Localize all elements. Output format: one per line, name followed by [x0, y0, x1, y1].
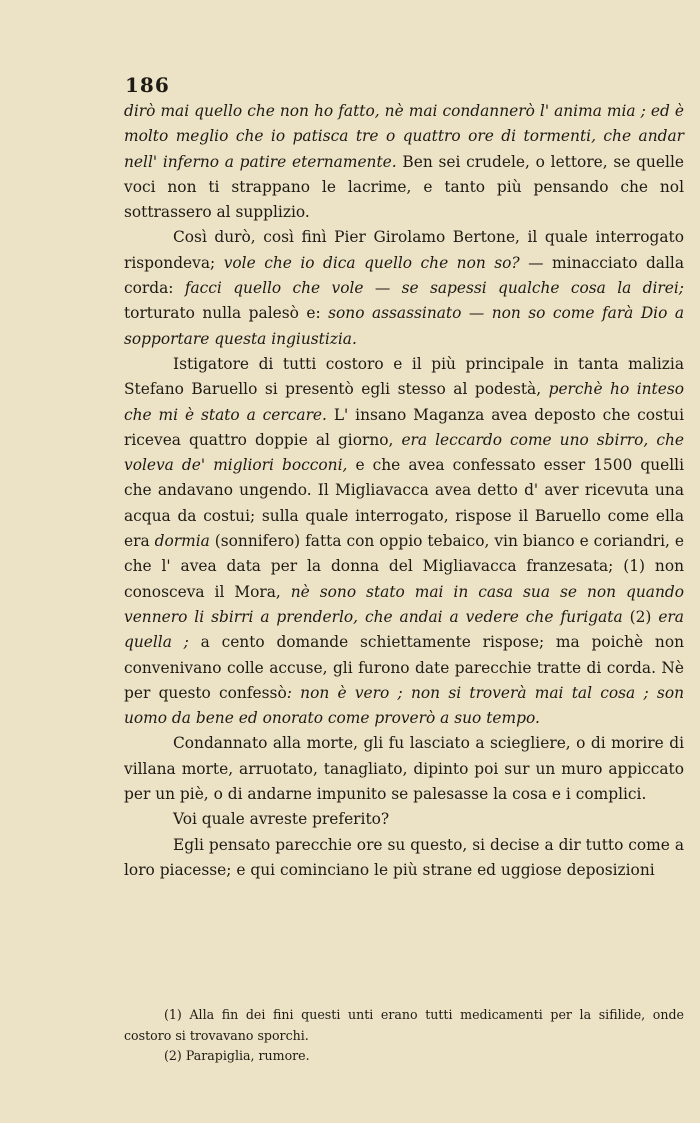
- text-run: — minacciato dalla corda:: [124, 253, 684, 298]
- text-run: Ben sei crudele, o lettore, se quelle voci non ti strappano le lacrime, e tanto più pensando che nol sottrassero al supplizio.: [124, 152, 684, 222]
- italic-run: : non è vero ; non si troverà mai tal cosa ; son uomo da bene ed onorato come proverò a suo tempo.: [124, 683, 684, 728]
- page-number: 186: [125, 73, 170, 97]
- italic-run: nè sono stato mai in casa sua se non quando vennero li sbirri a prenderlo, che andai a vedere che furigata: [124, 582, 684, 626]
- paragraph: [124, 225, 684, 351]
- text-run: Voi quale avreste preferito?: [173, 810, 390, 829]
- footnotes: [124, 1005, 684, 1067]
- footnote: (2) Parapiglia, rumore.: [164, 1048, 310, 1063]
- italic-run: facci quello che vole — se sapessi qualche cosa la direi;: [184, 279, 684, 298]
- paragraph: [124, 731, 684, 807]
- paragraph: [124, 99, 684, 225]
- text-run: e che avea confessato esser 1500 quelli che andavano ungendo. Il Migliavacca avea detto d' aver ricevuta una acqua da costui; sulla quale interrogato, rispose il Baruello come ella era: [124, 456, 684, 551]
- text-run: a cento domande schiettamente rispose; ma poichè non convenivano colle accuse, gli furono date parecchie tratte di corda. Nè per questo confessò: [124, 633, 684, 702]
- paragraph: [124, 807, 684, 832]
- paragraph: [124, 833, 684, 884]
- text-run: torturato nulla palesò e:: [124, 304, 329, 323]
- footnote: (1) Alla fin dei fini questi unti erano tutti medicamenti per la sifilide, onde costoro si trovavano sporchi.: [124, 1007, 684, 1043]
- text-run: Condannato alla morte, gli fu lasciato a sciegliere, o di morire di villana morte, arruotato, tanagliato, dipinto poi sur un muro appiccato per un piè, o di andarne impunito se palesasse la cosa e i complici.: [124, 734, 684, 804]
- text-run: L' insano Maganza avea deposto che costui ricevea quattro doppie al giorno,: [124, 405, 684, 449]
- text-run: Così durò, così finì Pier Girolamo Bertone, il quale interrogato rispondeva;: [124, 228, 684, 272]
- main-text: [124, 99, 684, 883]
- text-run: (2): [622, 607, 659, 626]
- text-run: (sonnifero) fatta con oppio tebaico, vin bianco e coriandri, e che l' avea data per la donna del Migliavacca franzesata; (1) non conosceva il Mora,: [124, 532, 684, 601]
- text-run: Egli pensato parecchie ore su questo, si decise a dir tutto come a loro piacesse; e qui cominciano le più strane ed uggiose deposizioni: [124, 835, 684, 879]
- paragraph: [124, 352, 684, 731]
- text-run: Istigatore di tutti costoro e il più principale in tanta malizia Stefano Baruello si presentò egli stesso al podestà,: [124, 354, 684, 399]
- italic-run: perchè ho inteso che mi è stato a cercare.: [124, 380, 684, 424]
- italic-run: dormia: [154, 532, 210, 551]
- italic-run: dirò mai quello che non ho fatto, nè mai condannerò l' anima mia ; ed è molto meglio che io patisca tre o quattro ore di tormenti, che andar nell' inferno a patire eternamente.: [124, 102, 684, 171]
- italic-run: vole che io dica quello che non so?: [223, 253, 520, 272]
- italic-run: sono assassinato — non so come farà Dio a sopportare questa ingiustizia.: [124, 304, 684, 348]
- italic-run: era leccardo come uno sbirro, che voleva de' migliori bocconi,: [124, 430, 684, 475]
- italic-run: era quella ;: [124, 607, 684, 652]
